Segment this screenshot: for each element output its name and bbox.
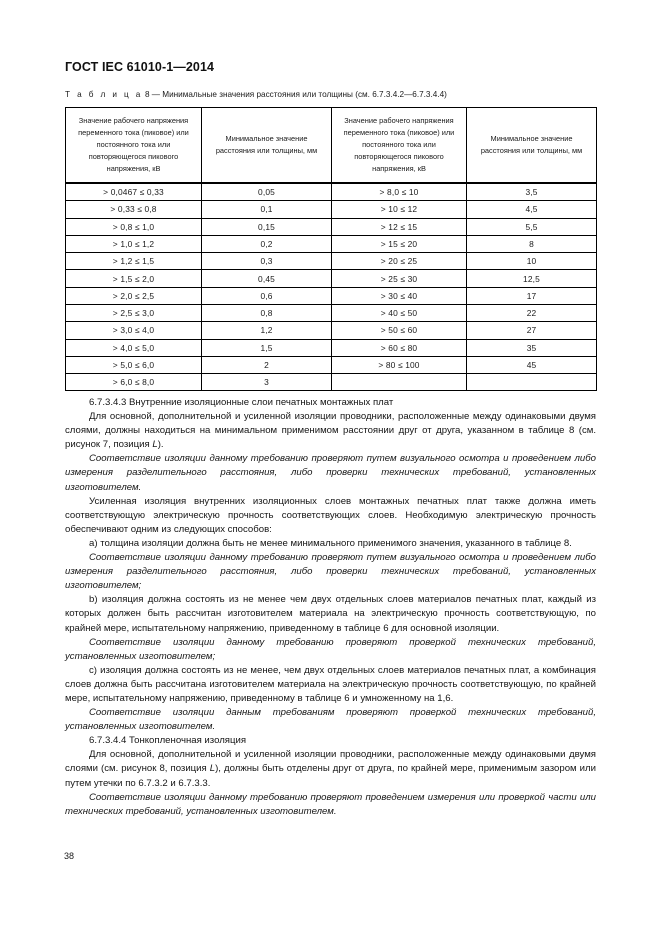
table-row bbox=[66, 253, 597, 270]
cell-voltage-1: > 4,0 ≤ 5,0 bbox=[66, 339, 202, 356]
cell-thickness-2: 3,5 bbox=[467, 183, 597, 201]
cell-voltage-1: > 0,0467 ≤ 0,33 bbox=[66, 183, 202, 201]
cell-voltage-2: > 15 ≤ 20 bbox=[332, 235, 467, 252]
cell-voltage-1: > 6,0 ≤ 8,0 bbox=[66, 374, 202, 391]
cell-thickness-2: 35 bbox=[467, 339, 597, 356]
cell-thickness-1: 0,8 bbox=[202, 305, 332, 322]
cell-thickness-2: 4,5 bbox=[467, 201, 597, 218]
cell-voltage-1: > 1,5 ≤ 2,0 bbox=[66, 270, 202, 287]
paragraph-thin-film-intro bbox=[65, 748, 596, 790]
paragraph-reinforced-insulation: Усиленная изоляция внутренних изоляционных слоев монтажных печатных плат также должна иметь соответствующую электрическую прочность соответствующих слоев. Необходимую электрическую прочность обеспечивают одним из следующих способов: bbox=[65, 495, 596, 535]
table-row bbox=[66, 322, 597, 339]
cell-thickness-1: 1,2 bbox=[202, 322, 332, 339]
cell-thickness-1: 1,5 bbox=[202, 339, 332, 356]
table-head bbox=[66, 108, 597, 183]
cell-voltage-1: > 0,8 ≤ 1,0 bbox=[66, 218, 202, 235]
paragraph-conformity-2: Соответствие изоляции данному требованию проверяют путем визуального осмотра и проведением либо измерения разделительного расстояния, либо проверки технических требований, установленных изготовителем; bbox=[65, 552, 596, 592]
cell-voltage-2: > 40 ≤ 50 bbox=[332, 305, 467, 322]
table-row bbox=[66, 201, 597, 218]
cell-voltage-2: > 60 ≤ 80 bbox=[332, 339, 467, 356]
cell-thickness-1: 0,1 bbox=[202, 201, 332, 218]
cell-thickness-2: 45 bbox=[467, 356, 597, 373]
cell-voltage-1: > 3,0 ≤ 4,0 bbox=[66, 322, 202, 339]
table-row bbox=[66, 235, 597, 252]
paragraph-text-part-a: Для основной, дополнительной и усиленной изоляции проводники, расположенные между одинаковыми двумя слоями, должны находиться на минимальном применимом расстоянии друг от друга, указанном в таблице 8 (см. рисунок 7, позиция bbox=[65, 411, 596, 451]
cell-voltage-1: > 2,0 ≤ 2,5 bbox=[66, 287, 202, 304]
clause-heading-6-7-3-4-4: 6.7.3.4.4 Тонкопленочная изоляция bbox=[89, 735, 247, 747]
document-header: ГОСТ IEC 61010-1—2014 bbox=[65, 60, 215, 74]
table-row bbox=[66, 287, 597, 304]
column-header-min-distance-2: Минимальное значение расстояния или толщины, мм bbox=[467, 108, 597, 183]
minimum-distance-table bbox=[65, 107, 597, 391]
column-header-min-distance-1: Минимальное значение расстояния или толщины, мм bbox=[202, 108, 332, 183]
cell-thickness-2: 22 bbox=[467, 305, 597, 322]
cell-thickness-1: 3 bbox=[202, 374, 332, 391]
table-caption-label: Т а б л и ц а bbox=[65, 90, 143, 99]
clause-heading-6-7-3-4-3: 6.7.3.4.3 Внутренние изоляционные слои печатных монтажных плат bbox=[89, 397, 394, 408]
table-row bbox=[66, 183, 597, 201]
cell-thickness-2 bbox=[467, 374, 597, 391]
paragraph-item-b: b) изоляция должна состоять из не менее чем двух отдельных слоев материалов печатных плат, каждый из которых должен быть рассчитан изготовителем материала на электрическую прочность соответствующую, по крайней мере, испытательному напряжению, приведенному в таблице 6 для основной изоляции. bbox=[65, 594, 596, 634]
page-number: 38 bbox=[64, 851, 75, 861]
table-row bbox=[66, 218, 597, 235]
paragraph-internal-layers-intro bbox=[65, 410, 596, 452]
cell-thickness-1: 0,05 bbox=[202, 183, 332, 201]
table-body bbox=[66, 183, 597, 391]
cell-thickness-2: 10 bbox=[467, 253, 597, 270]
paragraph-text-part-b: ). bbox=[157, 439, 164, 451]
cell-thickness-1: 0,45 bbox=[202, 270, 332, 287]
table-header-row bbox=[66, 108, 597, 183]
paragraph-conformity-3: Соответствие изоляции данному требованию проверяют проверкой технических требований, установленных изготовителем; bbox=[65, 636, 596, 662]
cell-thickness-2: 5,5 bbox=[467, 218, 597, 235]
cell-thickness-1: 0,6 bbox=[202, 287, 332, 304]
cell-voltage-2: > 12 ≤ 15 bbox=[332, 218, 467, 235]
paragraph-item-c: c) изоляция должна состоять из не менее, чем двух отдельных слоев материалов печатных плат, а комбинация слоев должна быть рассчитана изготовителем материала на электрическую прочность соответствующую, по крайней мере, испытательному напряжению, приведенному в таблице 6 и умноженному на 1,6. bbox=[65, 664, 596, 704]
cell-thickness-2: 17 bbox=[467, 287, 597, 304]
table-row bbox=[66, 270, 597, 287]
paragraph-conformity-5: Соответствие изоляции данному требованию проверяют проведением измерения или проверкой части или технических требований, установленных изготовителем. bbox=[65, 791, 596, 817]
table-caption-text: 8 — Минимальные значения расстояния или толщины (см. 6.7.3.4.2—6.7.3.4.4) bbox=[144, 90, 447, 99]
cell-voltage-2: > 80 ≤ 100 bbox=[332, 356, 467, 373]
cell-voltage-2: > 20 ≤ 25 bbox=[332, 253, 467, 270]
cell-thickness-2: 8 bbox=[467, 235, 597, 252]
cell-voltage-1: > 1,0 ≤ 1,2 bbox=[66, 235, 202, 252]
paragraph-text-part-a: Для основной, дополнительной и усиленной изоляции проводники, расположенные между одинаковыми двумя слоями (см. рисунок 8, позиция bbox=[65, 749, 596, 775]
table-caption bbox=[65, 90, 447, 99]
cell-voltage-1: > 5,0 ≤ 6,0 bbox=[66, 356, 202, 373]
table-row bbox=[66, 356, 597, 373]
position-reference-l: L bbox=[152, 439, 158, 451]
paragraph-conformity-1: Соответствие изоляции данному требованию проверяют путем визуального осмотра и проведением либо измерения разделительного расстояния, либо проверки технических требований, установленных изготовителем. bbox=[65, 453, 596, 493]
paragraph-text-part-b: ), должны быть отделены друг от друга, по крайней мере, применимым зазором или путем утечки по 6.7.3.2 и 6.7.3.3. bbox=[65, 763, 596, 789]
table-row bbox=[66, 374, 597, 391]
cell-thickness-1: 0,3 bbox=[202, 253, 332, 270]
cell-voltage-2: > 25 ≤ 30 bbox=[332, 270, 467, 287]
cell-voltage-1: > 1,2 ≤ 1,5 bbox=[66, 253, 202, 270]
table-row bbox=[66, 339, 597, 356]
paragraph-item-a: a) толщина изоляции должна быть не менее минимального применимого значения, указанного в таблице 8. bbox=[89, 537, 572, 549]
cell-voltage-1: > 2,5 ≤ 3,0 bbox=[66, 305, 202, 322]
cell-thickness-2: 27 bbox=[467, 322, 597, 339]
cell-thickness-1: 0,2 bbox=[202, 235, 332, 252]
body-text-column bbox=[65, 396, 596, 819]
paragraph-conformity-4: Соответствие изоляции данным требованиям проверяют проверкой технических требований, установленных изготовителем. bbox=[65, 707, 596, 733]
table-row bbox=[66, 305, 597, 322]
cell-voltage-1: > 0,33 ≤ 0,8 bbox=[66, 201, 202, 218]
cell-voltage-2: > 10 ≤ 12 bbox=[332, 201, 467, 218]
cell-voltage-2: > 50 ≤ 60 bbox=[332, 322, 467, 339]
cell-thickness-1: 0,15 bbox=[202, 218, 332, 235]
column-header-working-voltage-2: Значение рабочего напряжения переменного тока (пиковое) или постоянного тока или повторяющегося пикового напряжения, кВ bbox=[332, 108, 467, 183]
position-reference-l: L bbox=[209, 763, 216, 775]
cell-thickness-2: 12,5 bbox=[467, 270, 597, 287]
cell-voltage-2: > 30 ≤ 40 bbox=[332, 287, 467, 304]
cell-voltage-2 bbox=[332, 374, 467, 391]
cell-thickness-1: 2 bbox=[202, 356, 332, 373]
column-header-working-voltage-1: Значение рабочего напряжения переменного тока (пиковое) или постоянного тока или повторяющегося пикового напряжения, кВ bbox=[66, 108, 202, 183]
cell-voltage-2: > 8,0 ≤ 10 bbox=[332, 183, 467, 201]
